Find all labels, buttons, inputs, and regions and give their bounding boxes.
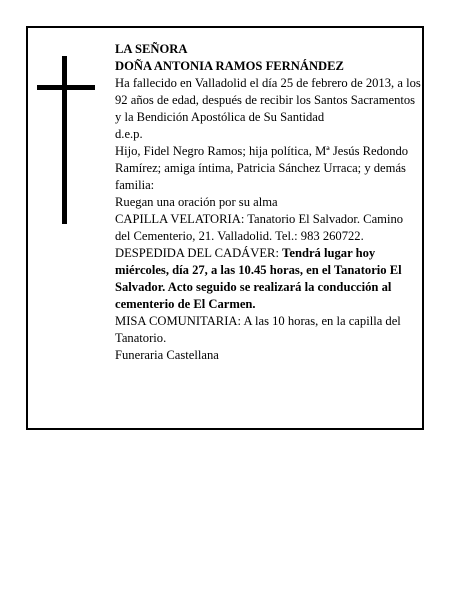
deceased-name: DOÑA ANTONIA RAMOS FERNÁNDEZ: [115, 59, 344, 73]
funeral-label: DESPEDIDA DEL CADÁVER:: [115, 246, 283, 260]
chapel-info: CAPILLA VELATORIA: Tanatorio El Salvador. Camino del Cementerio, 21. Valladolid. Tel.: 983 260722.: [115, 212, 404, 243]
mass-info: MISA COMUNITARIA: A las 10 horas, en la capilla del Tanatorio.: [115, 314, 401, 345]
funeral-home: Funeraria Castellana: [115, 348, 219, 362]
funeral-info: [115, 245, 421, 313]
obituary-notice: [26, 26, 424, 430]
cross-icon: [37, 56, 95, 224]
title-line: LA SEÑORA: [115, 42, 188, 56]
prayer-line: Ruegan una oración por su alma: [115, 195, 278, 209]
death-announcement: Ha fallecido en Valladolid el día 25 de febrero de 2013, a los 92 años de edad, después de recibir los Santos Sacramentos y la Bendición Apostólica de Su Santidad: [115, 76, 421, 124]
funeral-details: Tendrá lugar hoy miércoles, día 27, a las 10.45 horas, en el Tanatorio El Salvador. Acto seguido se realizará la conducción al cementerio de El Carmen.: [115, 246, 402, 311]
dep-line: d.e.p.: [115, 127, 143, 141]
family-line: Hijo, Fidel Negro Ramos; hija política, Mª Jesús Redondo Ramírez; amiga íntima, Patricia Sánchez Urraca; y demás familia:: [115, 144, 409, 192]
obituary-text: [115, 41, 421, 364]
